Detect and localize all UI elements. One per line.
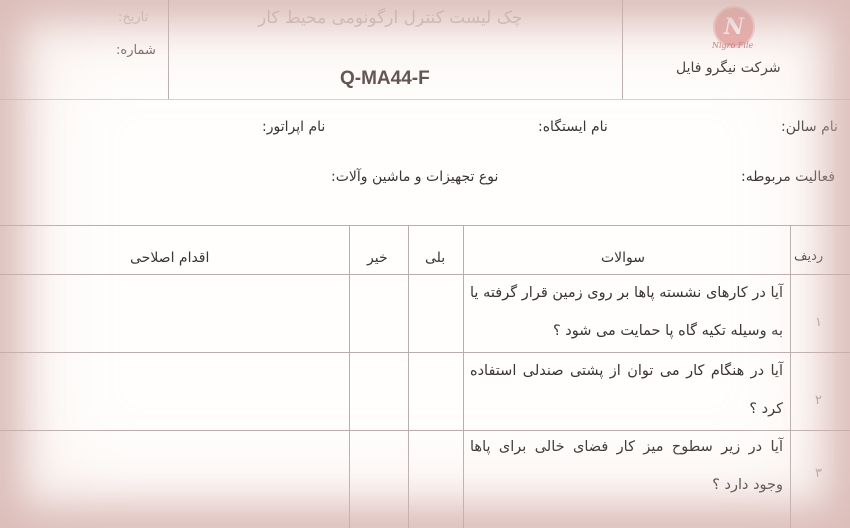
col-question-border — [463, 225, 464, 528]
row-number: ۳ — [815, 466, 822, 481]
header-divider-right — [622, 0, 623, 100]
question-text: آیا در زیر سطوح میز کار فضای خالی برای پاها وجود دارد ؟ — [470, 439, 783, 493]
station-label: نام ایستگاه: — [538, 119, 608, 135]
question-text: آیا در هنگام کار می توان از پشتی صندلی استفاده کرد ؟ — [470, 363, 783, 417]
hall-label: نام سالن: — [781, 119, 838, 135]
header-divider-left — [168, 0, 169, 100]
number-label: شماره: — [116, 43, 156, 58]
activity-label: فعالیت مربوطه: — [741, 169, 836, 185]
equipment-label: نوع تجهیزات و ماشین وآلات: — [331, 169, 499, 185]
row-number: ۱ — [815, 315, 822, 330]
form-code: Q-MA44-F — [340, 68, 430, 89]
row-number: ۲ — [815, 393, 822, 408]
question-text: آیا در کارهای نشسته پاها بر روی زمین قرار گرفته یا به وسیله تکیه گاه پا حمایت می شود ؟ — [470, 285, 783, 339]
date-label: تاریخ: — [118, 10, 149, 25]
header-bottom-border — [0, 99, 850, 100]
col-row-border — [790, 225, 791, 528]
table-top-border — [0, 225, 850, 226]
col-no-border — [349, 225, 350, 528]
column-header-yes: بلی — [425, 250, 446, 266]
form-title: چک لیست کنترل ارگونومی محیط کار — [258, 8, 523, 28]
column-header-no: خیر — [367, 250, 388, 266]
operator-label: نام اپراتور: — [262, 119, 326, 135]
column-header-action: اقدام اصلاحی — [130, 250, 210, 266]
column-header-row-number: ردیف — [794, 249, 824, 264]
column-header-questions: سوالات — [601, 250, 646, 266]
company-logo: N — [713, 6, 755, 48]
col-yes-border — [408, 225, 409, 528]
logo-caption: Nigro File — [712, 41, 754, 50]
company-name: شرکت نیگرو فایل — [676, 60, 781, 76]
